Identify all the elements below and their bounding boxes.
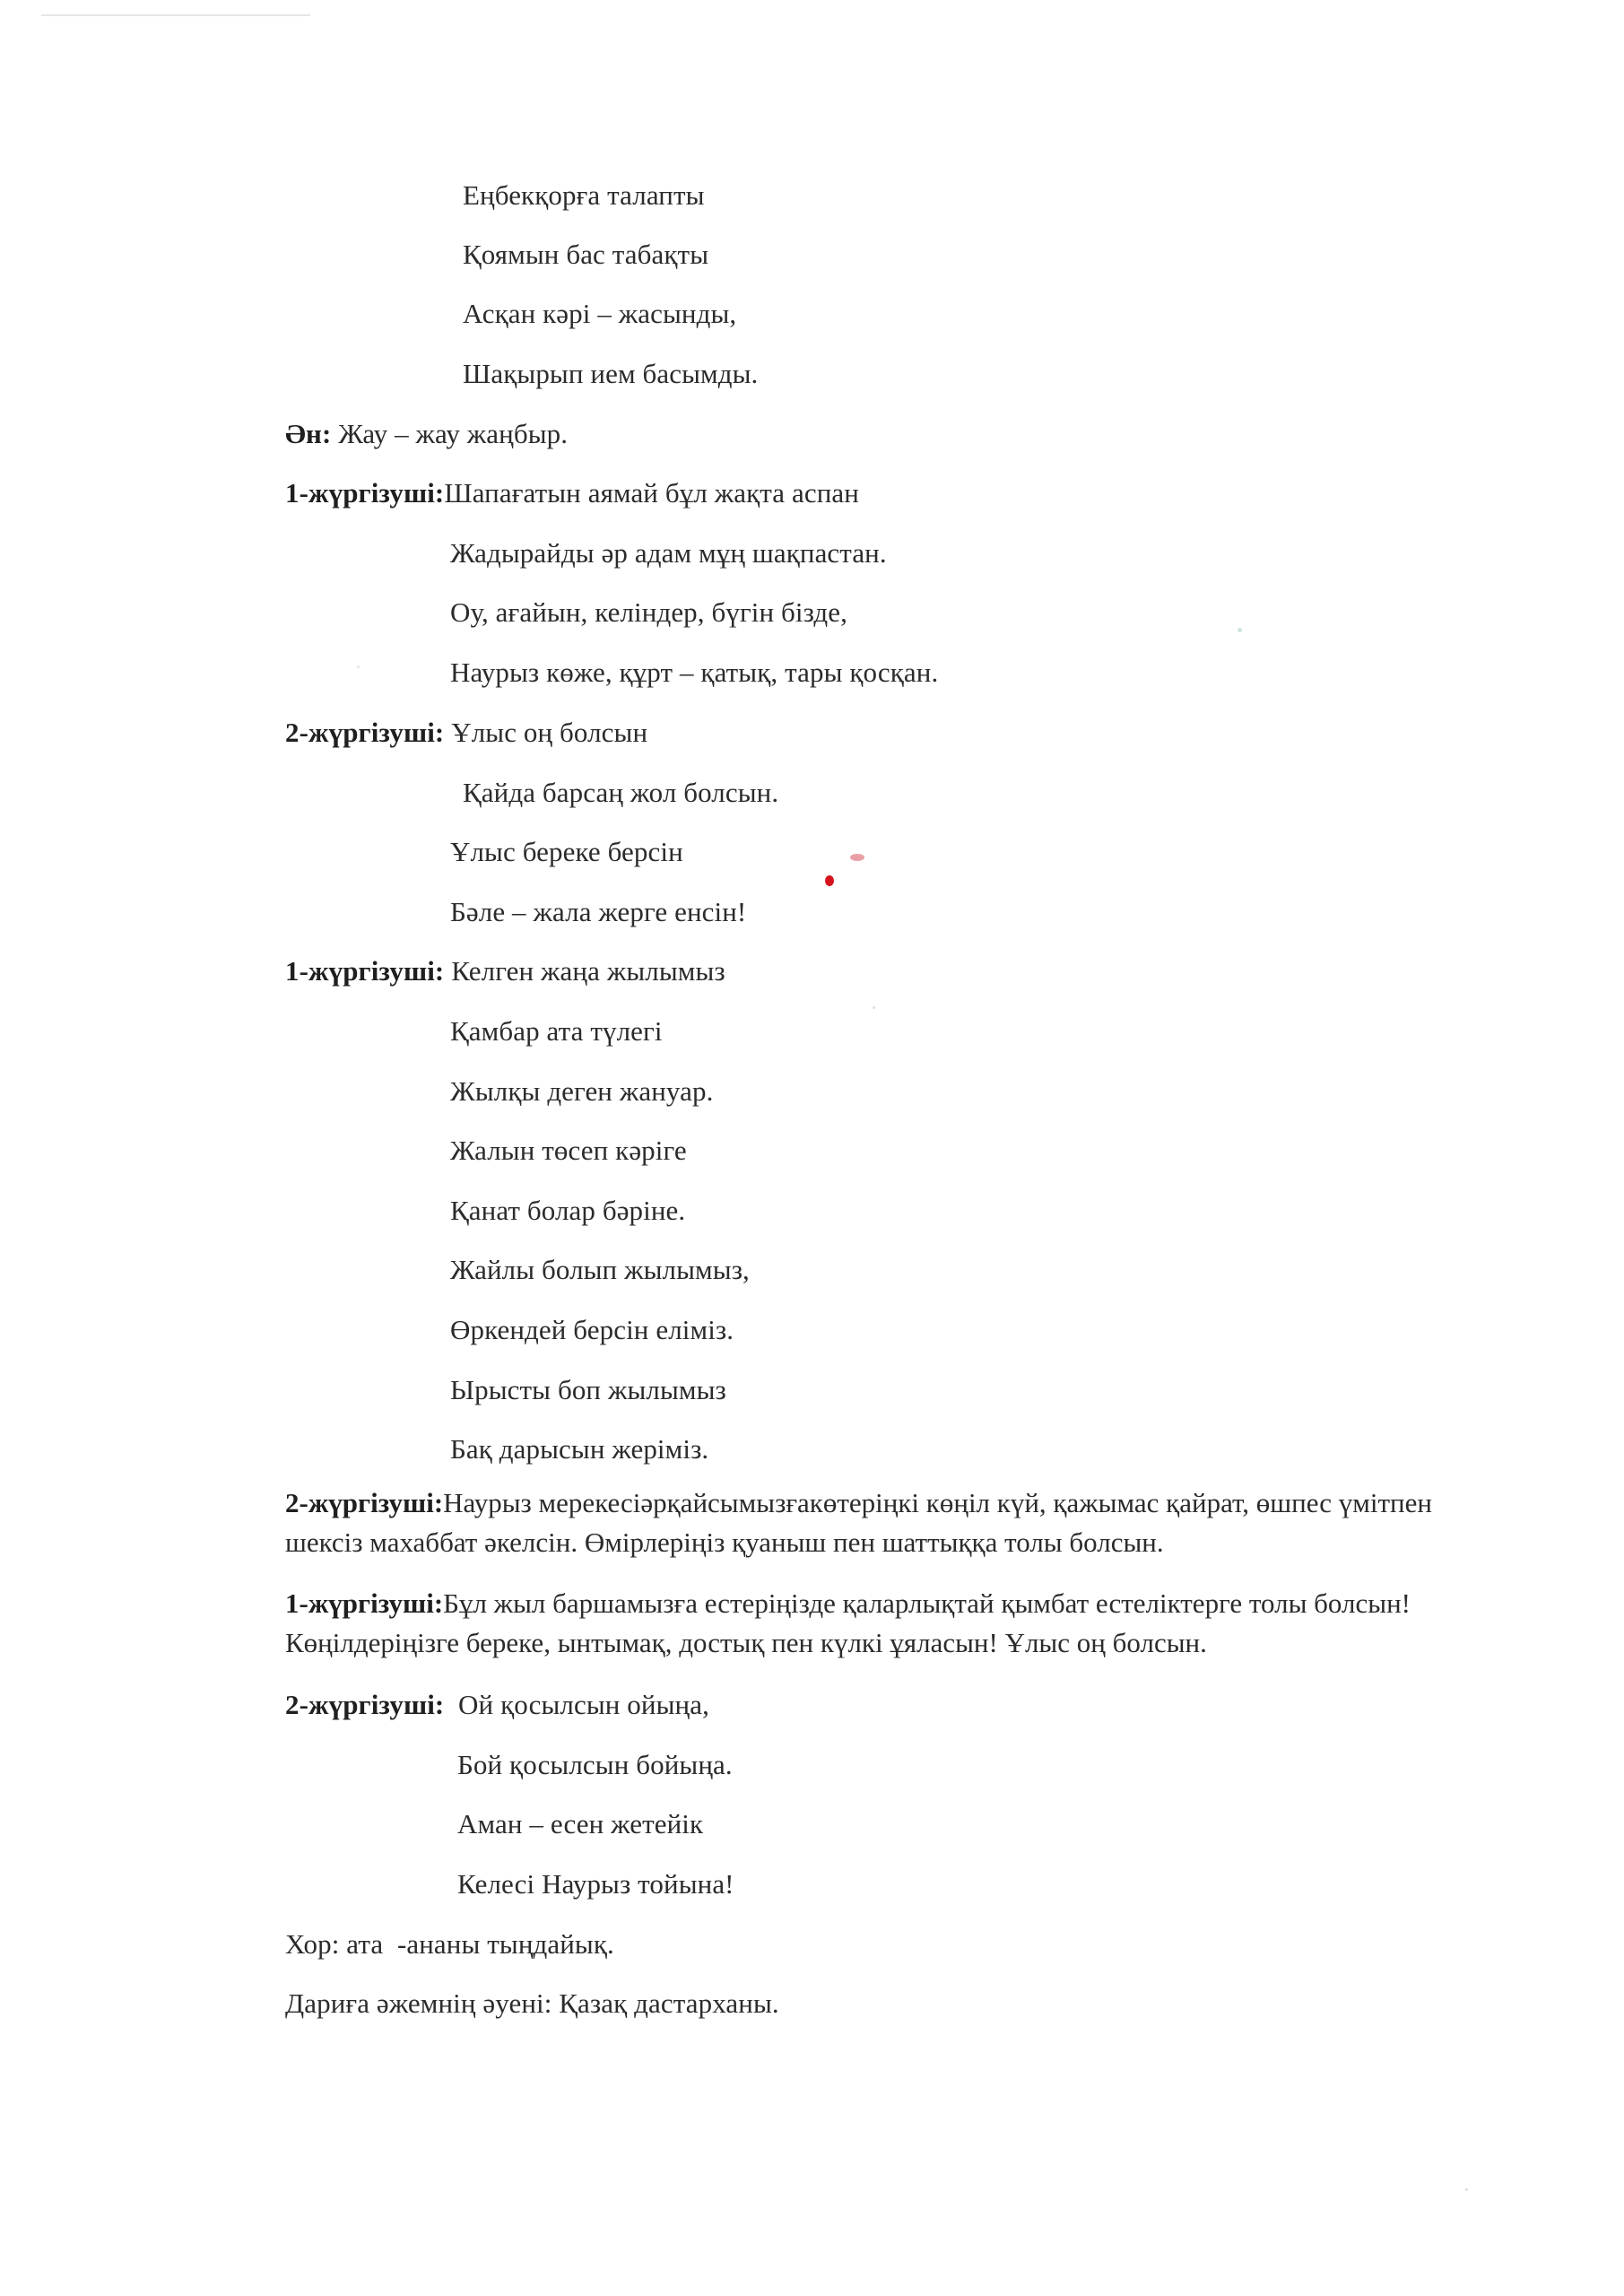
- verse-line: Жалын төсеп кәріге: [450, 1135, 687, 1166]
- speaker-line: [285, 475, 859, 511]
- speaker-label: 1-жүргізуші:: [285, 955, 445, 987]
- verse-line: Қоямын бас табақты: [463, 239, 709, 270]
- verse-text: Шапағатын аямай бұл жақта аспан: [444, 477, 859, 509]
- verse-line: Бақ дарысын жеріміз.: [450, 1433, 709, 1465]
- paragraph-text: Бұл жыл баршамызға естеріңізде қаларлықтай қымбат естеліктерге толы болсын! Көңілдеріңізге береке, ынтымақ, достық пен күлкі ұяласын! Ұлыс оң болсын.: [285, 1587, 1411, 1658]
- song-label: Ән:: [285, 418, 332, 449]
- dust-speck: [357, 665, 360, 668]
- scan-edge-line: [41, 14, 310, 16]
- verse-line: Жылқы деген жануар.: [450, 1075, 714, 1107]
- verse-line: Қанат болар бәріне.: [450, 1195, 686, 1226]
- verse-line: Шақырып ием басымды.: [463, 358, 759, 389]
- verse-text: Ұлыс оң болсын: [444, 717, 648, 748]
- ink-speck: [850, 854, 864, 861]
- speaker-paragraph: [285, 1584, 1505, 1663]
- verse-line: Жайлы болып жылымыз,: [450, 1254, 750, 1285]
- verse-line: Оу, ағайын, келіндер, бүгін бізде,: [450, 596, 847, 628]
- verse-text: Ой қосылсын ойыңа,: [444, 1689, 709, 1720]
- dust-speck: [1465, 2188, 1468, 2191]
- song-title: Жау – жау жаңбыр.: [338, 418, 569, 449]
- verse-line: Наурыз көже, құрт – қатық, тары қосқан.: [450, 657, 939, 688]
- speaker-paragraph: [285, 1483, 1505, 1562]
- dust-speck: [1238, 628, 1242, 632]
- verse-line: Еңбекқорға талапты: [463, 179, 705, 211]
- dust-speck: [873, 1006, 875, 1009]
- verse-line: Жадырайды әр адам мұң шақпастан.: [450, 537, 887, 569]
- verse-line: Бәле – жала жерге енсін!: [450, 896, 747, 927]
- verse-line: Аман – есен жетейік: [457, 1808, 704, 1839]
- speaker-label: 2-жүргізуші:: [285, 717, 445, 748]
- speaker-label: 1-жүргізуші:: [285, 1587, 444, 1619]
- speaker-label: 1-жүргізуші:: [285, 477, 445, 509]
- verse-line: Ырысты боп жылымыз: [450, 1374, 726, 1405]
- speaker-label: 2-жүргізуші:: [285, 1689, 445, 1720]
- speaker-line: [285, 1687, 709, 1723]
- verse-line: Бой қосылсын бойыңа.: [457, 1749, 733, 1780]
- melody-line: Дариға әжемнің әуені: Қазақ дастарханы.: [285, 1987, 779, 2019]
- song-line: [285, 416, 568, 452]
- verse-line: Ұлыс береке берсін: [450, 836, 683, 867]
- ink-speck: [825, 875, 834, 886]
- choir-line: Хор: ата -ананы тыңдайық.: [285, 1928, 614, 1960]
- verse-line: Өркендей берсін еліміз.: [450, 1314, 734, 1345]
- verse-line: Асқан кәрі – жасынды,: [463, 298, 737, 329]
- paragraph-text: Наурыз мерекесіәрқайсымызғакөтеріңкі көңіл күй, қажымас қайрат, өшпес үмітпен шексіз махаббат әкелсін. Өмірлеріңіз қуаныш пен шаттыққа толы болсын.: [285, 1487, 1432, 1558]
- speaker-line: [285, 953, 725, 989]
- verse-line: Келесі Наурыз тойына!: [457, 1868, 734, 1900]
- verse-line: Қайда барсаң жол болсын.: [463, 777, 779, 808]
- verse-line: Қамбар ата түлегі: [450, 1015, 663, 1047]
- speaker-line: [285, 715, 647, 751]
- verse-text: Келген жаңа жылымыз: [444, 955, 725, 987]
- speaker-label: 2-жүргізуші:: [285, 1487, 444, 1518]
